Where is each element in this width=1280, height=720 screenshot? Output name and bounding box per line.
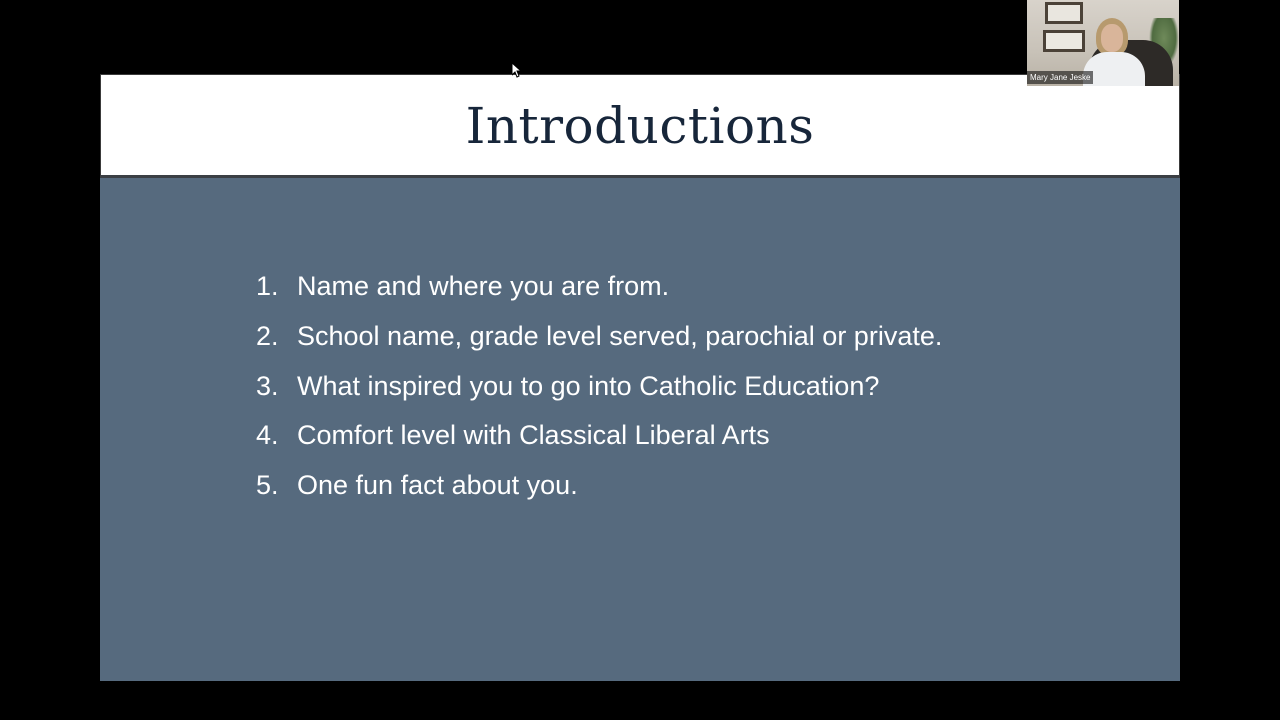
participant-video-tile[interactable] [1027, 0, 1179, 86]
list-item-text: Name and where you are from. [297, 271, 670, 302]
slide-item-list [256, 262, 942, 510]
list-item-number: 3. [256, 370, 279, 401]
participant-name-label: Mary Jane Jeske [1027, 71, 1093, 84]
list-item [256, 262, 942, 312]
list-item-number: 5. [256, 470, 279, 501]
list-item [256, 361, 942, 411]
list-item-text: School name, grade level served, parochial or private. [297, 321, 943, 352]
slide-title: Introductions [465, 97, 815, 155]
list-item-number: 2. [256, 321, 279, 352]
shared-slide [100, 74, 1180, 681]
wall-frame-image [1043, 30, 1085, 52]
list-item-text: Comfort level with Classical Liberal Arts [297, 420, 770, 451]
list-item-number: 1. [256, 271, 279, 302]
list-item [256, 411, 942, 461]
slide-header [100, 74, 1180, 178]
list-item [256, 461, 942, 511]
list-item-text: One fun fact about you. [297, 470, 578, 501]
list-item-text: What inspired you to go into Catholic Education? [297, 370, 880, 401]
list-item [256, 312, 942, 362]
participant-face [1101, 24, 1123, 52]
wall-frame-image [1045, 2, 1083, 24]
list-item-number: 4. [256, 420, 279, 451]
